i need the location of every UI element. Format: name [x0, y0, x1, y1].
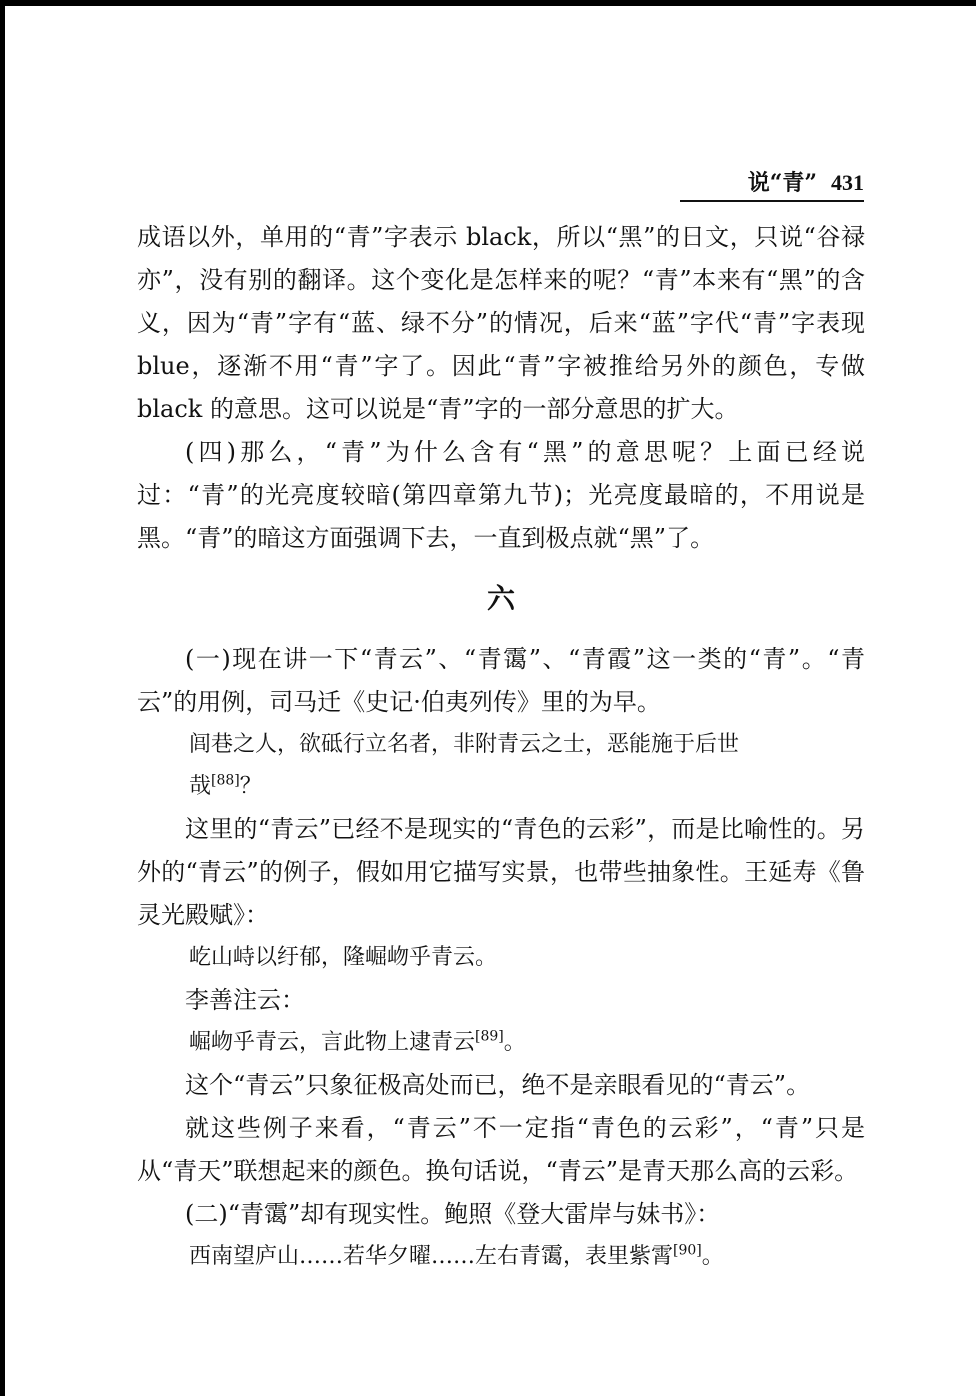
body-text: [137, 216, 865, 1278]
page-number: 431: [831, 170, 864, 195]
footnote-ref-88: [88]: [211, 772, 240, 789]
quote-3-text: 崛岉乎青云，言此物上逮青云: [189, 1030, 476, 1055]
paragraph-3: (一)现在讲一下“青云”、“青霭”、“青霞”这一类的“青”。“青云”的用例，司马迁《史记·伯夷列传》里的为早。: [137, 645, 865, 716]
running-title: 说“青”: [747, 170, 817, 196]
quote-3-end: 。: [503, 1030, 526, 1055]
header-rule: [680, 200, 864, 202]
footnote-ref-89: [89]: [475, 1028, 504, 1045]
paragraph-7: 就这些例子来看，“青云”不一定指“青色的云彩”，“青”只是从“青天”联想起来的颜色。换句话说，“青云”是青天那么高的云彩。: [137, 1114, 865, 1185]
quote-3: [137, 1022, 865, 1064]
section-heading: 六: [486, 582, 515, 615]
footnote-ref-90: [90]: [673, 1242, 702, 1259]
quote-4: [137, 1236, 865, 1278]
paragraph-2: (四)那么，“青”为什么含有“黑”的意思呢？上面已经说过：“青”的光亮度较暗(第四章第九节)；光亮度最暗的，不用说是黑。“青”的暗这方面强调下去，一直到极点就“黑”了。: [137, 438, 865, 552]
paragraph-4: 这里的“青云”已经不是现实的“青色的云彩”，而是比喻性的。另外的“青云”的例子，假如用它描写实景，也带些抽象性。王延寿《鲁灵光殿赋》：: [137, 815, 865, 929]
quote-4-end: 。: [701, 1244, 724, 1269]
running-header: [688, 166, 864, 197]
paragraph-6: 这个“青云”只象征极高处而已，绝不是亲眼看见的“青云”。: [185, 1071, 811, 1099]
quote-1-line-2: [137, 766, 865, 808]
paragraph-8: (二)“青霭”却有现实性。鲍照《登大雷岸与妹书》：: [185, 1200, 721, 1228]
paragraph-5: 李善注云：: [185, 986, 305, 1014]
quote-1-text: 哉: [189, 774, 212, 799]
quote-2: 屹山峙以纡郁，隆崛岉乎青云。: [189, 945, 498, 970]
quote-1-end: ？: [239, 774, 262, 799]
paragraph-1: 成语以外，单用的“青”字表示 black，所以“黑”的日文，只说“谷禄亦”，没有别的翻译。这个变化是怎样来的呢？“青”本来有“黑”的含义，因为“青”字有“蓝、绿不分”的情况，后来“蓝”字代“青”字表现 blue，逐渐不用“青”字了。因此“青”字被推给另外的颜色，专做 black 的意思。这可以说是“青”字的一部分意思的扩大。: [137, 223, 865, 423]
quote-1-line-1: 闾巷之人，欲砥行立名者，非附青云之士，恶能施于后世: [189, 732, 740, 757]
quote-4-text: 西南望庐山……若华夕曜……左右青霭，表里紫霄: [189, 1244, 674, 1269]
